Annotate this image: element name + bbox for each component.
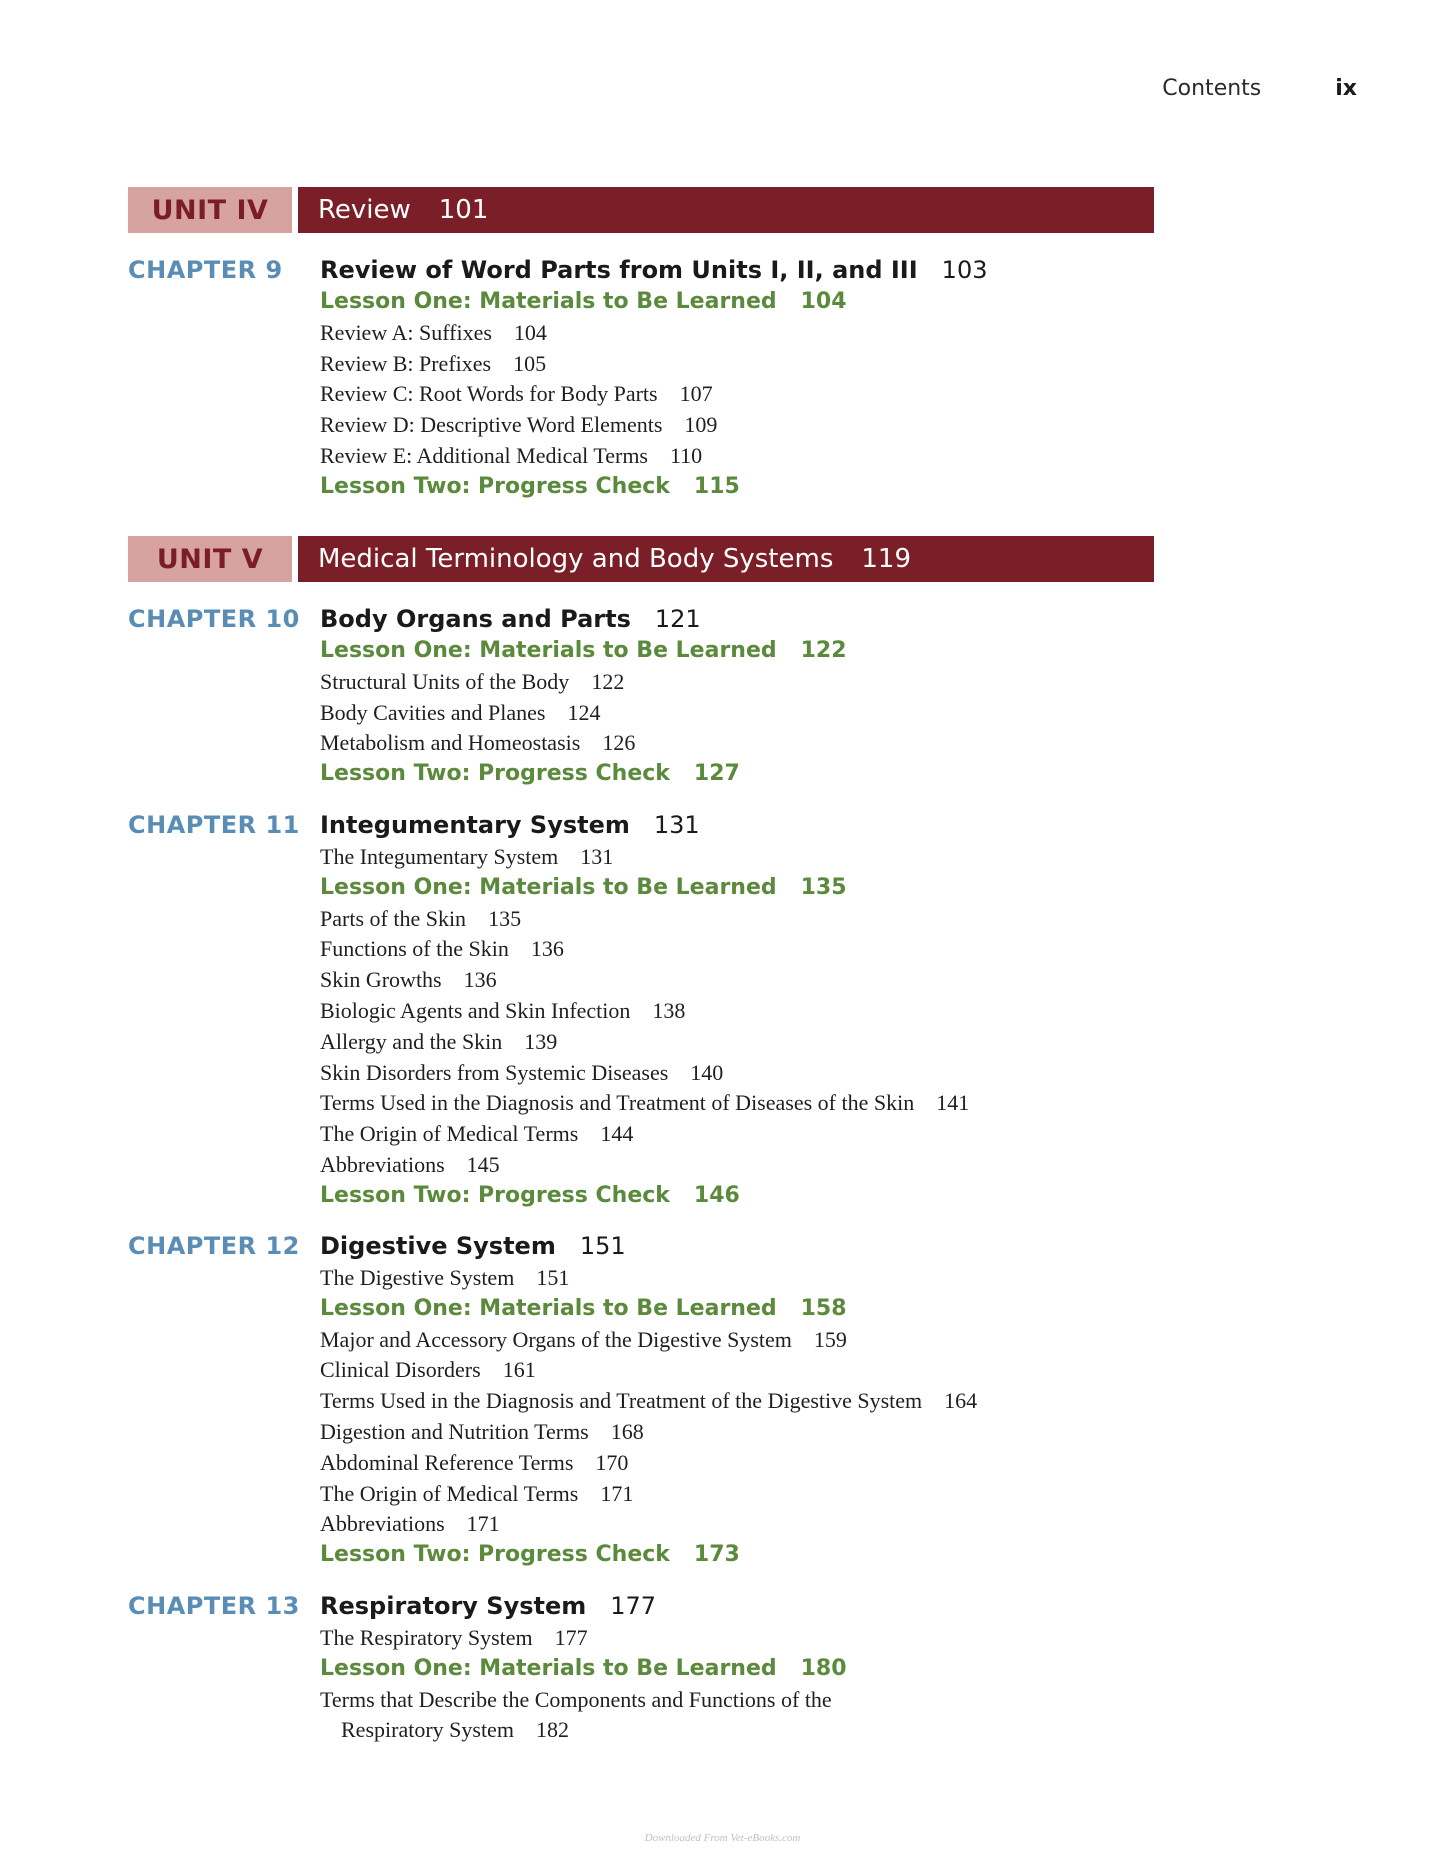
entry-page: 161 bbox=[502, 1357, 536, 1383]
toc-entry[interactable] bbox=[320, 996, 1220, 1027]
lesson-entry[interactable] bbox=[320, 1181, 1220, 1212]
entry-page: 127 bbox=[693, 761, 740, 787]
toc-entry[interactable] bbox=[320, 965, 1220, 996]
entry-page: 180 bbox=[800, 1655, 847, 1681]
toc-entry[interactable] bbox=[320, 1027, 1220, 1058]
entry-page: 182 bbox=[535, 1717, 569, 1743]
toc-entry[interactable] bbox=[320, 410, 1220, 441]
entry-text: Abbreviations bbox=[320, 1511, 445, 1537]
chapter-title-page: 177 bbox=[610, 1592, 657, 1620]
chapter-title[interactable] bbox=[320, 1229, 1220, 1263]
lesson-entry[interactable] bbox=[320, 636, 1220, 667]
toc-entry[interactable] bbox=[320, 441, 1220, 472]
toc-entry[interactable] bbox=[320, 1685, 1220, 1716]
chapter-label: CHAPTER 11 bbox=[128, 811, 300, 839]
entry-page: 159 bbox=[813, 1326, 847, 1352]
toc-entry[interactable] bbox=[320, 1623, 1220, 1654]
chapter-entries bbox=[320, 602, 1220, 790]
entry-page: 145 bbox=[466, 1151, 500, 1177]
entry-text: Skin Disorders from Systemic Diseases bbox=[320, 1059, 669, 1085]
entry-page: 105 bbox=[513, 350, 547, 376]
toc-entry[interactable] bbox=[320, 842, 1220, 873]
entry-text: Lesson Two: Progress Check bbox=[320, 473, 670, 499]
entry-text: Major and Accessory Organs of the Digestive System bbox=[320, 1326, 792, 1352]
entry-page: 104 bbox=[513, 319, 547, 345]
entry-text: Abdominal Reference Terms bbox=[320, 1449, 574, 1475]
entry-text: Lesson Two: Progress Check bbox=[320, 1542, 670, 1568]
entry-page: 173 bbox=[693, 1542, 740, 1568]
toc-entry[interactable] bbox=[320, 1509, 1220, 1540]
lesson-entry[interactable] bbox=[320, 1294, 1220, 1325]
entry-page: 136 bbox=[463, 967, 497, 993]
entry-page: 151 bbox=[536, 1265, 570, 1290]
entry-page: 139 bbox=[524, 1028, 558, 1054]
toc-entry[interactable] bbox=[320, 349, 1220, 380]
entry-page: 170 bbox=[595, 1449, 629, 1475]
toc-entry[interactable] bbox=[320, 1263, 1220, 1294]
chapter-title[interactable] bbox=[320, 602, 1220, 636]
chapter-label: CHAPTER 13 bbox=[128, 1592, 300, 1620]
entry-page: 138 bbox=[652, 997, 686, 1023]
lesson-entry[interactable] bbox=[320, 759, 1220, 790]
entry-page: 110 bbox=[670, 442, 703, 468]
chapter-title-text: Body Organs and Parts bbox=[320, 605, 631, 633]
chapter-title[interactable] bbox=[320, 253, 1220, 287]
entry-text: The Origin of Medical Terms bbox=[320, 1121, 579, 1147]
lesson-entry[interactable] bbox=[320, 1654, 1220, 1685]
unit-tag: UNIT IV bbox=[128, 187, 292, 233]
chapter-title-text: Respiratory System bbox=[320, 1592, 587, 1620]
chapter-title-text: Integumentary System bbox=[320, 811, 630, 839]
toc-entry[interactable] bbox=[320, 1119, 1220, 1150]
chapter-title-text: Review of Word Parts from Units I, II, and III bbox=[320, 256, 918, 284]
entry-text: Metabolism and Homeostasis bbox=[320, 730, 581, 756]
lesson-entry[interactable] bbox=[320, 1540, 1220, 1571]
entry-page: 140 bbox=[690, 1059, 724, 1085]
toc-entry[interactable] bbox=[320, 1325, 1220, 1356]
entry-text: Lesson One: Materials to Be Learned bbox=[320, 638, 777, 663]
chapter-label: CHAPTER 12 bbox=[128, 1232, 300, 1260]
entry-page: 171 bbox=[466, 1511, 500, 1537]
entry-text: Lesson One: Materials to Be Learned bbox=[320, 1655, 777, 1681]
entry-text: The Respiratory System bbox=[320, 1625, 533, 1650]
chapter-entries bbox=[320, 1229, 1220, 1571]
chapter-entries bbox=[320, 1589, 1220, 1746]
entry-text: Skin Growths bbox=[320, 967, 442, 993]
toc-entry[interactable] bbox=[320, 1150, 1220, 1181]
entry-page: 115 bbox=[693, 473, 740, 499]
unit-title-bar bbox=[298, 536, 1154, 582]
chapter-label: CHAPTER 9 bbox=[128, 256, 283, 284]
entry-text: Review E: Additional Medical Terms bbox=[320, 442, 648, 468]
entry-text: Clinical Disorders bbox=[320, 1357, 481, 1383]
toc-entry[interactable] bbox=[320, 1088, 1220, 1119]
toc-entry[interactable] bbox=[320, 934, 1220, 965]
chapter-entries bbox=[320, 808, 1220, 1212]
toc-entry[interactable] bbox=[320, 1448, 1220, 1479]
entry-text: Review D: Descriptive Word Elements bbox=[320, 412, 663, 438]
entry-text: Review B: Prefixes bbox=[320, 350, 492, 376]
entry-text: Lesson One: Materials to Be Learned bbox=[320, 289, 777, 314]
entry-text: The Integumentary System bbox=[320, 844, 559, 869]
toc-entry[interactable] bbox=[320, 1479, 1220, 1510]
entry-text: Biologic Agents and Skin Infection bbox=[320, 997, 631, 1023]
entry-page: 104 bbox=[800, 289, 847, 314]
entry-text: Structural Units of the Body bbox=[320, 668, 570, 694]
unit-title: Medical Terminology and Body Systems bbox=[318, 544, 834, 574]
entry-text: The Digestive System bbox=[320, 1265, 515, 1290]
unit-title-bar bbox=[298, 187, 1154, 233]
unit-banner-v bbox=[128, 536, 1154, 582]
entry-page: 135 bbox=[800, 874, 847, 900]
unit-banner-iv bbox=[128, 187, 1154, 233]
entry-page: 136 bbox=[530, 936, 564, 962]
entry-text: Terms Used in the Diagnosis and Treatment of Diseases of the Skin bbox=[320, 1090, 915, 1116]
chapter-entries bbox=[320, 253, 1220, 503]
download-watermark: Downloaded From Vet-eBooks.com bbox=[644, 1832, 801, 1844]
entry-page: 158 bbox=[800, 1295, 847, 1321]
entry-text: Terms Used in the Diagnosis and Treatment of the Digestive System bbox=[320, 1388, 923, 1414]
entry-text: Lesson Two: Progress Check bbox=[320, 761, 670, 787]
entry-text: Digestion and Nutrition Terms bbox=[320, 1418, 589, 1444]
running-header bbox=[1162, 76, 1357, 101]
unit-page: 119 bbox=[861, 544, 912, 574]
toc-entry[interactable] bbox=[320, 1417, 1220, 1448]
unit-tag: UNIT V bbox=[128, 536, 292, 582]
entry-page: 146 bbox=[693, 1182, 740, 1208]
entry-page: 168 bbox=[610, 1418, 644, 1444]
toc-entry[interactable] bbox=[320, 904, 1220, 935]
toc-entry-continuation[interactable] bbox=[320, 1715, 1220, 1746]
entry-page: 107 bbox=[679, 381, 713, 407]
toc-entry[interactable] bbox=[320, 318, 1220, 349]
entry-text: Allergy and the Skin bbox=[320, 1028, 503, 1054]
toc-entry[interactable] bbox=[320, 1386, 1220, 1417]
entry-text: Review C: Root Words for Body Parts bbox=[320, 381, 658, 407]
entry-page: 177 bbox=[554, 1625, 588, 1650]
entry-page: 131 bbox=[580, 844, 614, 869]
lesson-entry[interactable] bbox=[320, 472, 1220, 503]
chapter-title-page: 121 bbox=[654, 605, 701, 633]
toc-entry[interactable] bbox=[320, 1058, 1220, 1089]
entry-text: Parts of the Skin bbox=[320, 905, 467, 931]
entry-text: Lesson Two: Progress Check bbox=[320, 1182, 670, 1208]
entry-page: 109 bbox=[684, 412, 718, 438]
entry-page: 141 bbox=[936, 1090, 970, 1116]
entry-text: Functions of the Skin bbox=[320, 936, 509, 962]
entry-text: Lesson One: Materials to Be Learned bbox=[320, 874, 777, 900]
entry-text: Lesson One: Materials to Be Learned bbox=[320, 1295, 777, 1321]
entry-text: Respiratory System bbox=[341, 1717, 514, 1743]
entry-text: Body Cavities and Planes bbox=[320, 699, 546, 725]
lesson-entry[interactable] bbox=[320, 287, 1220, 318]
unit-title: Review bbox=[318, 195, 411, 225]
entry-text: Review A: Suffixes bbox=[320, 319, 492, 345]
page-number: ix bbox=[1335, 76, 1357, 101]
entry-text: Abbreviations bbox=[320, 1151, 445, 1177]
entry-page: 164 bbox=[944, 1388, 978, 1414]
unit-page: 101 bbox=[438, 195, 489, 225]
lesson-entry[interactable] bbox=[320, 873, 1220, 904]
chapter-title[interactable] bbox=[320, 808, 1220, 842]
toc-entry[interactable] bbox=[320, 728, 1220, 759]
toc-entry[interactable] bbox=[320, 1355, 1220, 1386]
chapter-title-page: 131 bbox=[653, 811, 700, 839]
entry-text: The Origin of Medical Terms bbox=[320, 1480, 579, 1506]
chapter-title-page: 151 bbox=[579, 1232, 626, 1260]
entry-page: 124 bbox=[567, 699, 601, 725]
entry-text: Terms that Describe the Components and Functions of the bbox=[320, 1686, 832, 1712]
entry-page: 135 bbox=[488, 905, 522, 931]
chapter-title-text: Digestive System bbox=[320, 1232, 556, 1260]
toc-entry[interactable] bbox=[320, 667, 1220, 698]
toc-entry[interactable] bbox=[320, 698, 1220, 729]
chapter-label: CHAPTER 10 bbox=[128, 605, 300, 633]
chapter-title-page: 103 bbox=[941, 256, 988, 284]
entry-page: 171 bbox=[600, 1480, 634, 1506]
entry-page: 144 bbox=[600, 1121, 634, 1147]
toc-entry[interactable] bbox=[320, 379, 1220, 410]
entry-page: 122 bbox=[591, 668, 625, 694]
entry-page: 126 bbox=[602, 730, 636, 756]
entry-page: 122 bbox=[800, 638, 847, 663]
chapter-title[interactable] bbox=[320, 1589, 1220, 1623]
running-header-label: Contents bbox=[1162, 76, 1262, 101]
